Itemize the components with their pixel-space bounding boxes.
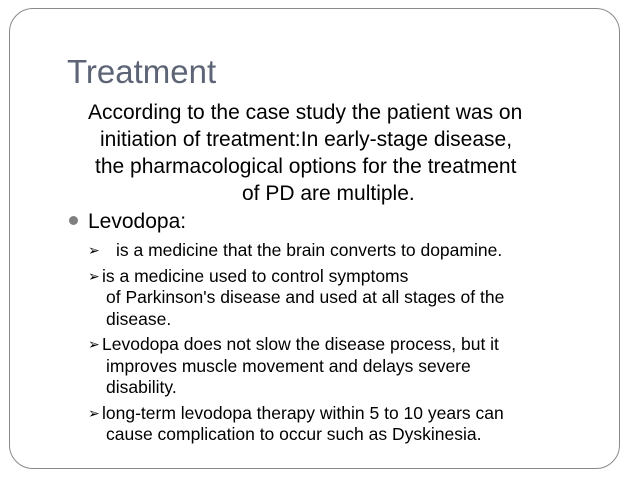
sub-bullet-line: long-term levodopa therapy within 5 to 10 years can	[102, 402, 504, 423]
sub-bullet-line: is a medicine used to control symptoms	[102, 265, 409, 286]
main-bullet-text: Levodopa:	[88, 210, 187, 233]
intro-line: initiation of treatment:In early-stage disease,	[100, 128, 513, 151]
sub-bullet-item	[88, 334, 613, 399]
sub-bullet-item	[88, 403, 613, 446]
sub-bullet-list	[88, 240, 613, 450]
sub-bullet-item	[88, 266, 613, 331]
sub-bullet-line: Levodopa does not slow the disease process, but it	[102, 334, 499, 354]
main-bullet	[69, 208, 186, 236]
sub-bullet-line: is a medicine that the brain converts to dopamine.	[116, 240, 503, 260]
intro-line: the pharmacological options for the treatment	[95, 155, 517, 178]
arrow-bullet-icon: ➢	[88, 267, 100, 284]
sub-bullet-line: improves muscle movement and delays severe	[106, 355, 471, 376]
sub-bullet-item	[88, 240, 613, 262]
sub-bullet-line: cause complication to occur such as Dyskinesia.	[106, 424, 482, 444]
arrow-bullet-icon: ➢	[88, 242, 100, 258]
slide-title: Treatment	[67, 53, 217, 90]
arrow-bullet-icon: ➢	[88, 404, 100, 421]
sub-bullet-line: of Parkinson's disease and used at all stages of the	[106, 287, 505, 307]
bullet-dot-icon	[69, 216, 78, 225]
sub-bullet-line: disability.	[106, 377, 177, 397]
sub-bullet-line: disease.	[106, 308, 172, 329]
intro-line: According to the case study the patient was on	[88, 101, 523, 124]
intro-paragraph	[75, 99, 605, 207]
intro-line: of PD are multiple.	[242, 182, 415, 205]
arrow-bullet-icon: ➢	[88, 336, 100, 352]
